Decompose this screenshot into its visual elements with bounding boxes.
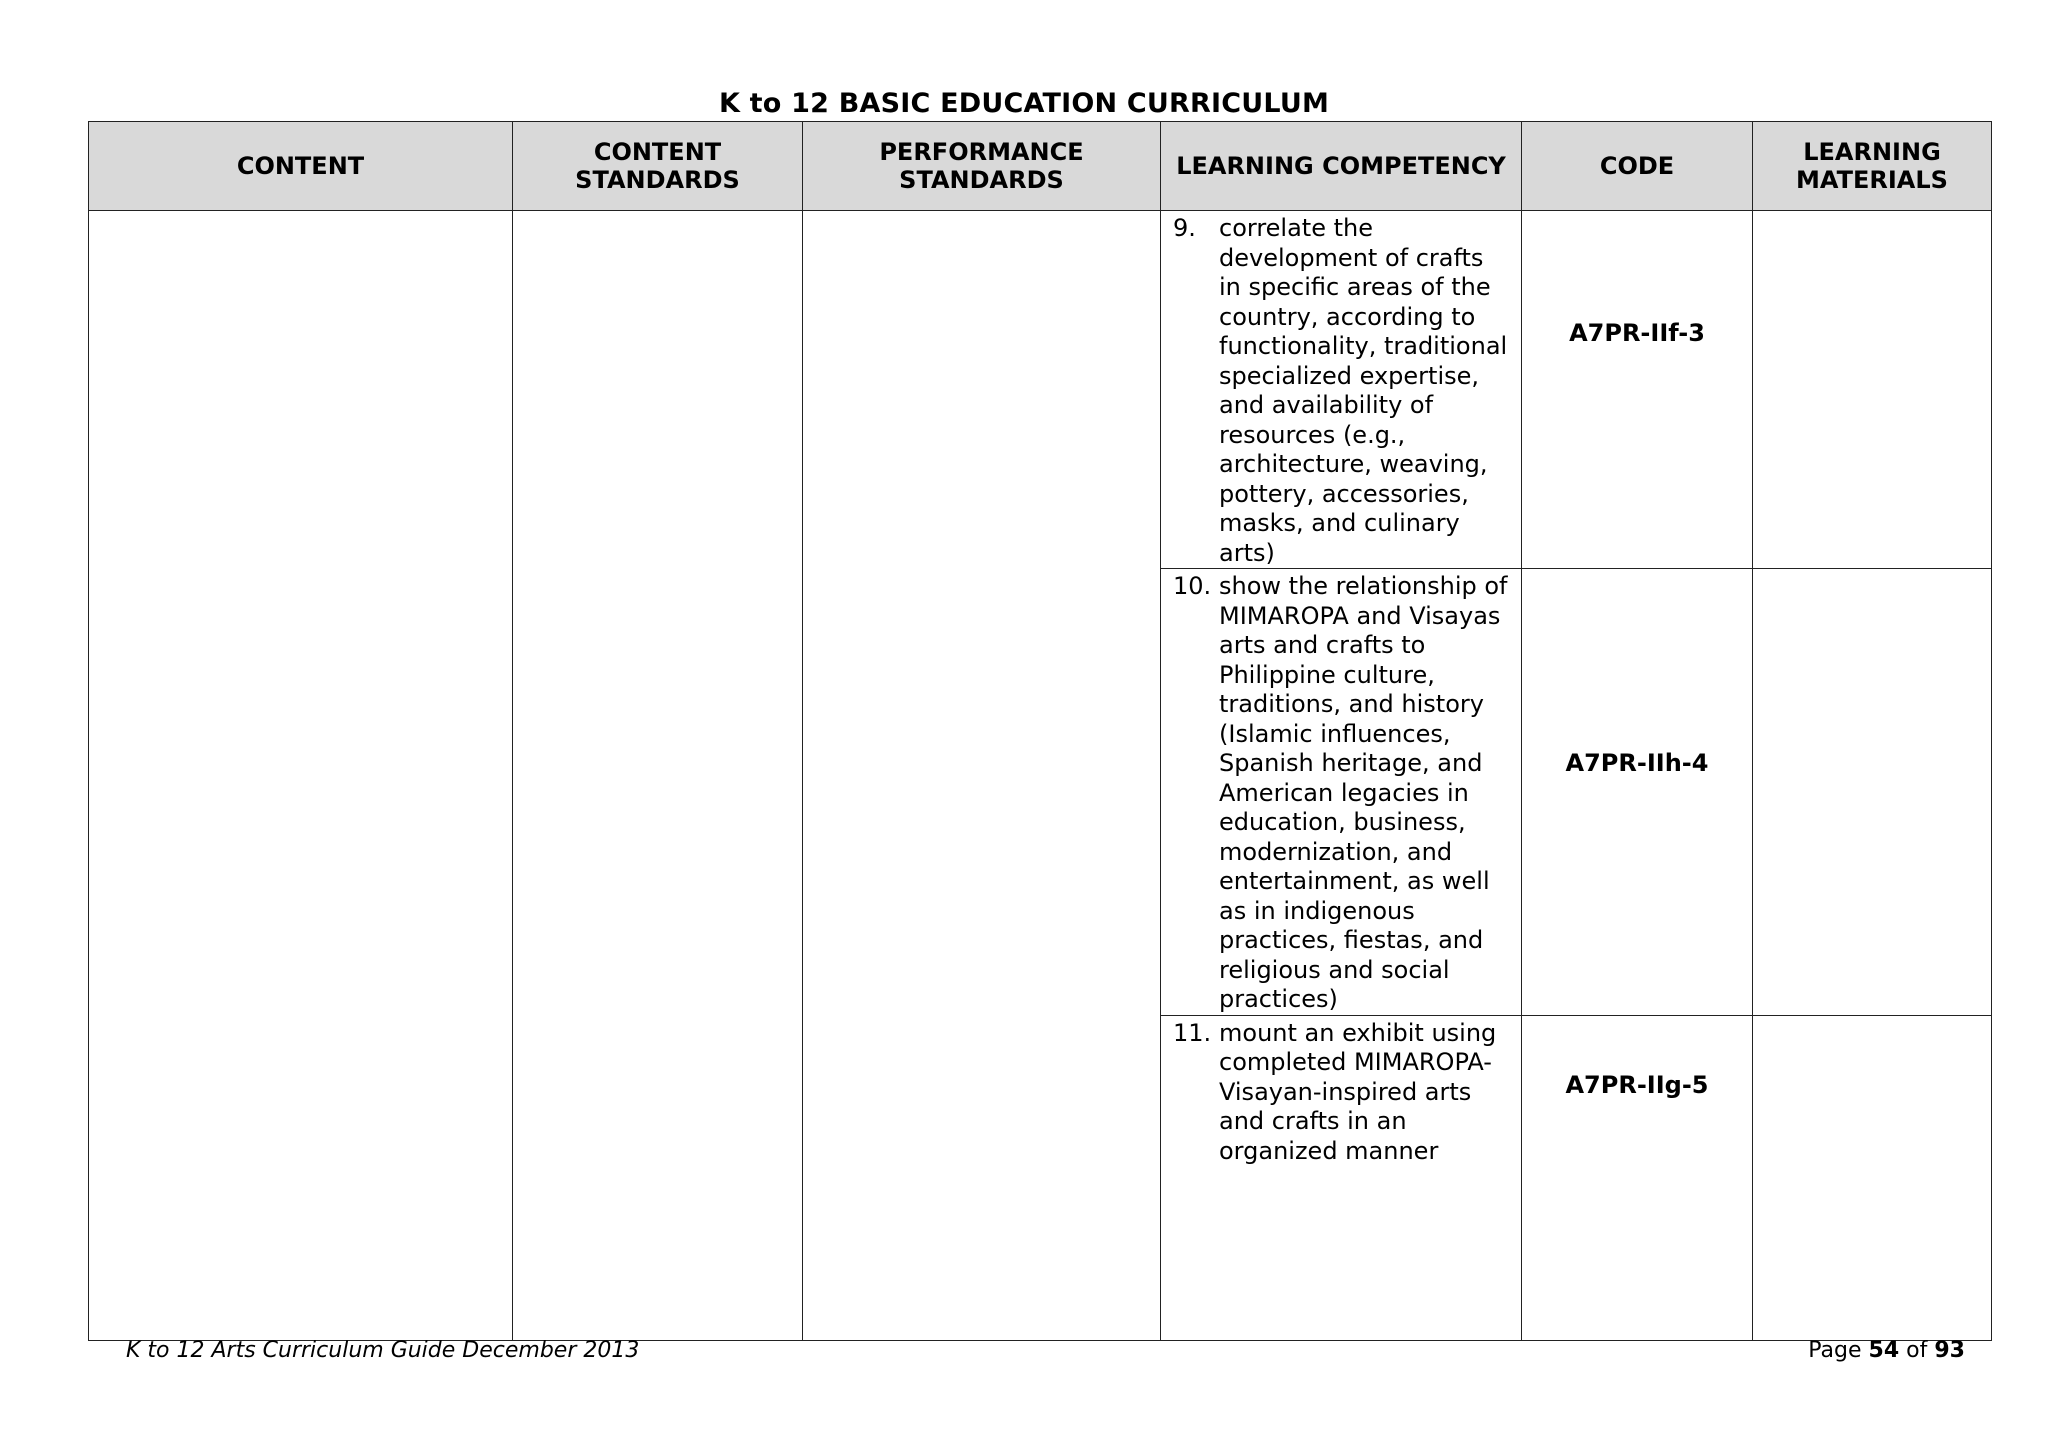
header-learning-materials: LEARNING MATERIALS (1753, 122, 1992, 211)
header-performance-standards: PERFORMANCE STANDARDS (803, 122, 1161, 211)
code-cell (1522, 1015, 1753, 1340)
code-value: A7PR-IIg-5 (1565, 1070, 1709, 1099)
header-row (89, 122, 1992, 211)
code-cell (1522, 211, 1753, 569)
content-cell (89, 211, 513, 1341)
code-cell (1522, 569, 1753, 1016)
competency-text: show the relationship of MIMAROPA and Visayas arts and crafts to Philippine culture, traditions, and history (Islamic influences, Spanish heritage, and American legacies in education, business, modernization, and entertainment, as well as in indigenous practices, fiestas, and religious and social practices) (1219, 572, 1508, 1013)
page-total: 93 (1934, 1338, 1965, 1363)
competency-text: correlate the development of crafts in specific areas of the country, according to functionality, traditional specialized expertise, and availability of resources (e.g., architecture, weaving, pottery, accessories, masks, and culinary arts) (1219, 214, 1508, 567)
page-of: of (1906, 1338, 1928, 1363)
content-standards-cell (513, 211, 803, 1341)
learning-materials-cell (1753, 211, 1992, 569)
competency-cell (1161, 1015, 1522, 1340)
competency-text: mount an exhibit using completed MIMAROPA-Visayan-inspired arts and crafts in an organized manner (1219, 1018, 1497, 1165)
page-prefix: Page (1808, 1338, 1862, 1363)
competency-number: 9. (1173, 214, 1196, 242)
competency-cell (1161, 569, 1522, 1016)
competency-number: 10. (1173, 572, 1212, 600)
curriculum-table (88, 121, 1992, 1341)
learning-materials-cell (1753, 569, 1992, 1016)
footer-guide-title: K to 12 Arts Curriculum Guide December 2013 (126, 1338, 640, 1363)
page-current: 54 (1868, 1338, 1900, 1363)
footer-page-number (1808, 1338, 1965, 1363)
code-value: A7PR-IIh-4 (1565, 749, 1709, 777)
header-learning-competency: LEARNING COMPETENCY (1161, 122, 1522, 211)
performance-standards-cell (803, 211, 1161, 1341)
learning-materials-cell (1753, 1015, 1992, 1340)
code-value: A7PR-IIf-3 (1569, 319, 1705, 347)
header-content: CONTENT (89, 122, 513, 211)
competency-number: 11. (1173, 1018, 1212, 1047)
header-content-standards: CONTENT STANDARDS (513, 122, 803, 211)
document-title: K to 12 BASIC EDUCATION CURRICULUM (718, 88, 1330, 119)
competency-cell (1161, 211, 1522, 569)
header-code: CODE (1522, 122, 1753, 211)
table-row (89, 211, 1992, 569)
